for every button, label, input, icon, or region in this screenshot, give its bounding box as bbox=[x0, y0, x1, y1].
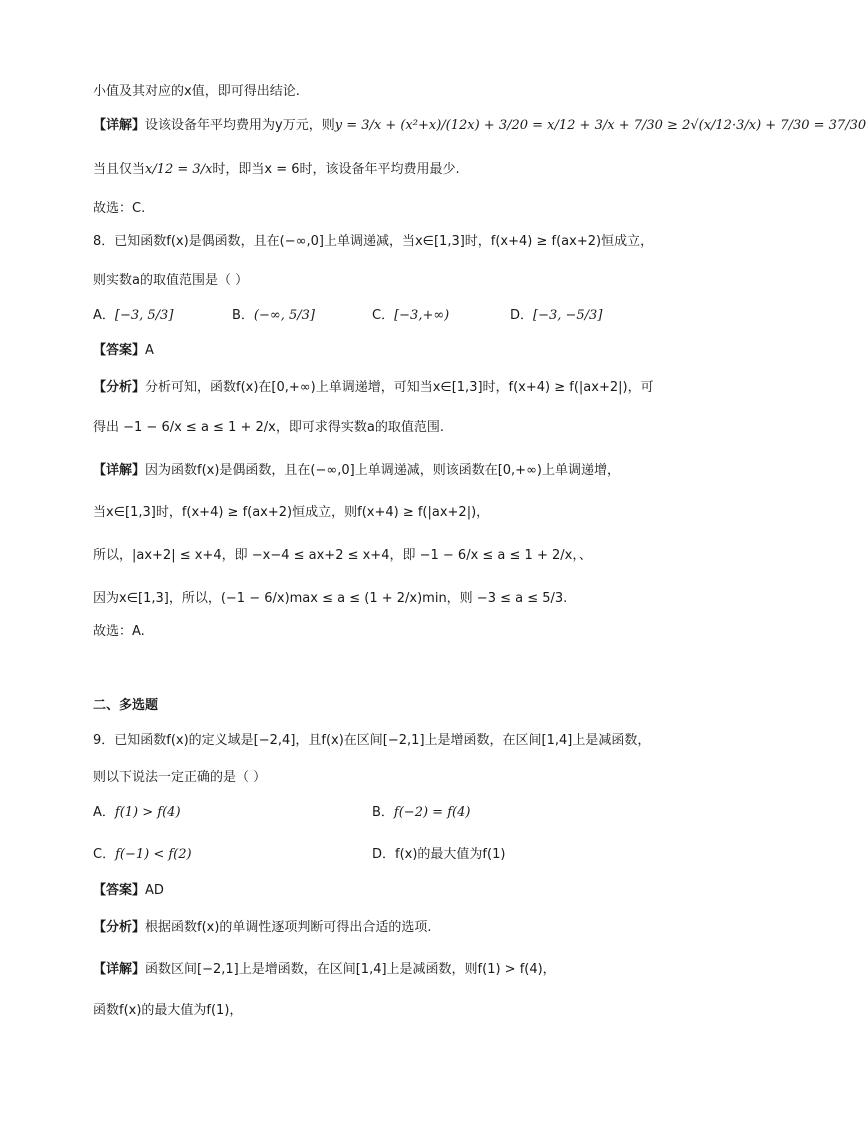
option-value: f(1) > f(4) bbox=[114, 805, 181, 820]
q8-option-b bbox=[232, 306, 315, 326]
option-letter: B． bbox=[372, 805, 394, 820]
q8-stem-line1: 8．已知函数f(x)是偶函数，且在(−∞,0]上单调递减，当x∈[1,3]时，f(x+4) ≥ f(ax+2)恒成立， bbox=[93, 234, 654, 249]
q9-stem-line2: 则以下说法一定正确的是（ ） bbox=[93, 770, 267, 785]
q7-conclusion-line: 小值及其对应的x值，即可得出结论. bbox=[93, 84, 300, 99]
q8-analysis-line2: 得出 −1 − 6/x ≤ a ≤ 1 + 2/x，即可求得实数a的取值范围. bbox=[93, 420, 444, 435]
q8-detail-line4: 因为x∈[1,3]，所以，(−1 − 6/x)max ≤ a ≤ (1 + 2/x)min，则 −3 ≤ a ≤ 5/3. bbox=[93, 591, 568, 606]
equality-cond: x/12 = 3/x bbox=[145, 162, 213, 177]
detail-tag: 【详解】 bbox=[93, 118, 146, 133]
option-value: [−3, 5/3] bbox=[114, 308, 174, 323]
option-letter: C． bbox=[372, 308, 395, 323]
q9-option-a bbox=[93, 803, 181, 823]
answer-tag: 【答案】 bbox=[93, 343, 146, 358]
equality-rest: 时，即当x = 6时，该设备年平均费用最少. bbox=[212, 162, 460, 177]
q8-option-c bbox=[372, 306, 449, 326]
q8-analysis-line1 bbox=[93, 378, 654, 398]
q8-detail-line2: 当x∈[1,3]时，f(x+4) ≥ f(ax+2)恒成立，则f(x+4) ≥ f(|ax+2|)， bbox=[93, 505, 490, 520]
analysis-tag: 【分析】 bbox=[93, 920, 146, 935]
q8-stem-line2: 则实数a的取值范围是（ ） bbox=[93, 273, 249, 288]
option-letter: A． bbox=[93, 805, 115, 820]
answer-value: AD bbox=[145, 883, 164, 898]
option-letter: B． bbox=[232, 308, 254, 323]
q7-choice: 故选：C. bbox=[93, 201, 146, 216]
q8-answer bbox=[93, 341, 154, 361]
equality-text: 当且仅当 bbox=[93, 162, 146, 177]
detail-tag: 【详解】 bbox=[93, 463, 146, 478]
option-letter: C． bbox=[93, 847, 116, 862]
detail-text: 设该设备年平均费用为y万元，则 bbox=[145, 118, 335, 133]
q9-stem-line1: 9．已知函数f(x)的定义域是[−2,4]，且f(x)在区间[−2,1]上是增函数，在区间[1,4]上是减函数， bbox=[93, 733, 651, 748]
analysis-text: 分析可知，函数f(x)在[0,+∞)上单调递增，可知当x∈[1,3]时，f(x+4) ≥ f(|ax+2|)，可 bbox=[145, 380, 654, 395]
q9-detail-line1 bbox=[93, 960, 556, 980]
q8-detail-line3: 所以，|ax+2| ≤ x+4，即 −x−4 ≤ ax+2 ≤ x+4，即 −1 − 6/x ≤ a ≤ 1 + 2/x，、 bbox=[93, 548, 592, 563]
answer-tag: 【答案】 bbox=[93, 883, 146, 898]
option-value: f(−2) = f(4) bbox=[393, 805, 471, 820]
analysis-text: 根据函数f(x)的单调性逐项判断可得出合适的选项. bbox=[145, 920, 432, 935]
option-letter: D． bbox=[372, 847, 396, 862]
q9-option-c bbox=[93, 845, 192, 865]
option-value: (−∞, 5/3] bbox=[253, 308, 315, 323]
q8-option-d bbox=[510, 306, 602, 326]
option-letter: D． bbox=[510, 308, 534, 323]
q9-answer bbox=[93, 881, 164, 901]
detail-text: 因为函数f(x)是偶函数，且在(−∞,0]上单调递减，则该函数在[0,+∞)上单调递增， bbox=[145, 463, 620, 478]
answer-value: A bbox=[145, 343, 154, 358]
option-value: f(−1) < f(2) bbox=[115, 847, 192, 862]
q9-option-b bbox=[372, 803, 470, 823]
q7-equality-line bbox=[93, 160, 460, 180]
q8-option-a bbox=[93, 306, 173, 326]
q8-choice: 故选：A. bbox=[93, 624, 145, 639]
q9-detail-line2: 函数f(x)的最大值为f(1)， bbox=[93, 1003, 243, 1018]
option-value: [−3,+∞) bbox=[394, 308, 450, 323]
option-value: f(x)的最大值为f(1) bbox=[395, 847, 506, 862]
q7-detail-line bbox=[93, 116, 866, 136]
detail-tag: 【详解】 bbox=[93, 962, 146, 977]
option-letter: A． bbox=[93, 308, 115, 323]
detail-formula: y = 3/x + (x²+x)/(12x) + 3/20 = x/12 + 3/x + 7/30 ≥ 2√(x/12·3/x) + 7/30 = 37/30 bbox=[334, 118, 866, 133]
analysis-tag: 【分析】 bbox=[93, 380, 146, 395]
q9-option-d bbox=[372, 845, 505, 865]
q9-analysis bbox=[93, 918, 432, 938]
section-title: 二、多选题 bbox=[93, 698, 159, 713]
option-value: [−3, −5/3] bbox=[533, 308, 603, 323]
q8-detail-line1 bbox=[93, 461, 620, 481]
detail-text: 函数区间[−2,1]上是增函数，在区间[1,4]上是减函数，则f(1) > f(4)， bbox=[145, 962, 556, 977]
